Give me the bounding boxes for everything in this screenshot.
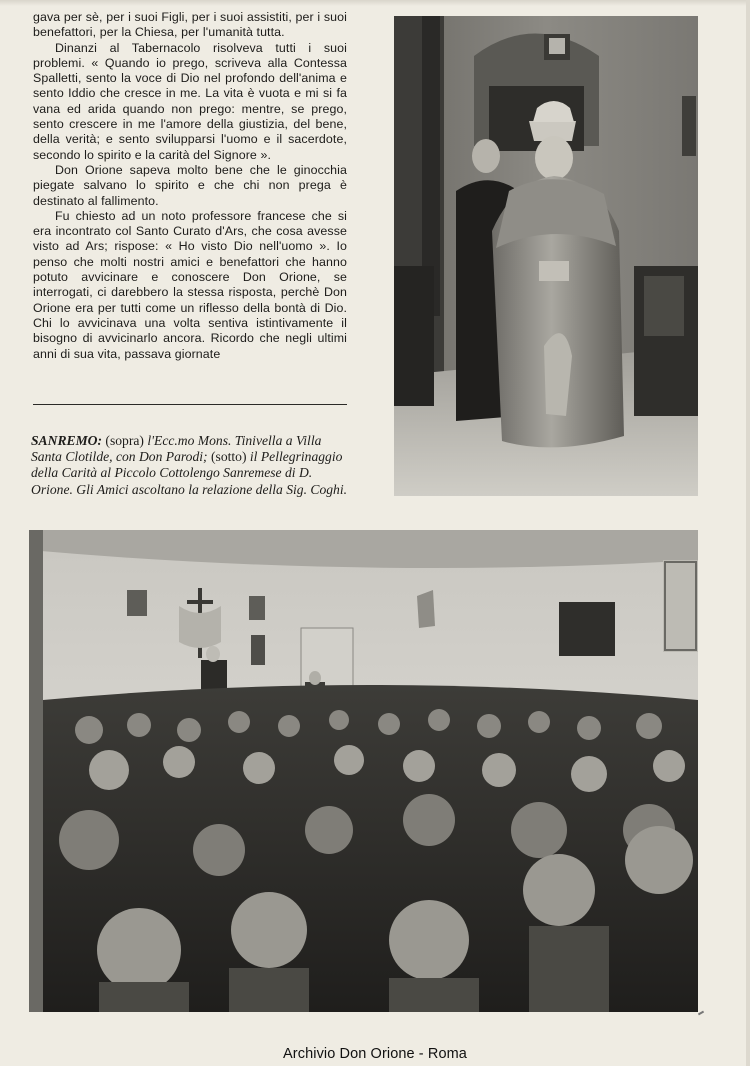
scan-edge-right — [746, 0, 750, 1066]
column-divider — [33, 404, 347, 405]
archive-credit: Archivio Don Orione - Roma — [283, 1046, 467, 1062]
article-paragraph: Dinanzi al Tabernacolo risolveva tutti i suoi problemi. « Quando io prego, scriveva alla Contessa Spalletti, sento la voce di Dio nel profondo dell'anima e sento Iddio che cresce in me. La vita è vuota e mi si fa vana ed arida quando non prego: mentre, se prego, sento crescere in me l'amore della giustizia, del bene, della verità; e sento svilupparsi l'uomo e il sacerdote, secondo lo spirito e la carità del Signore ». — [33, 40, 347, 162]
bishop-photo-image — [394, 16, 698, 496]
scan-edge — [0, 0, 750, 6]
caption-part-1: l'Ecc.mo Mons. Tinivella a Villa Santa Clotilde, con Don Parodi; — [31, 433, 322, 465]
caption-sotto-label: (sotto) — [211, 449, 247, 465]
article-paragraph: gava per sè, per i suoi Figli, per i suoi assistiti, per i suoi benefattori, per la Chiesa, per l'umanità tutta. — [33, 10, 347, 40]
photo-caption — [31, 433, 349, 498]
caption-place: SANREMO: — [31, 433, 103, 448]
hall-photo-image — [29, 530, 698, 1012]
scan-mark — [698, 1011, 704, 1016]
photo-pilgrimage-hall — [29, 530, 698, 1012]
article-paragraph: Don Orione sapeva molto bene che le ginocchia piegate salvano lo spirito e che chi non prega è destinato al fallimento. — [33, 162, 347, 208]
caption-sopra-label: (sopra) — [105, 433, 144, 448]
article-column — [33, 10, 347, 362]
caption-part-2: il Pellegrinaggio della Carità al Piccolo Cottolengo Sanremese di D. Orione. Gli Amici ascoltano la relazione della Sig. Coghi. — [31, 449, 348, 497]
article-paragraph: Fu chiesto ad un noto professore francese che si era incontrato col Santo Curato d'Ars, che cosa avesse visto ad Ars; rispose: « Ho visto Dio nell'uomo ». Io penso che molti nostri amici e benefattori che hanno potuto avvicinare e conoscere Don Orione, se interrogati, ci darebbero la stessa risposta, perchè Don Orione era per tutti come un riflesso della bontà di Dio. Chi lo avvicinava una volta sentiva istintivamente il bisogno di avvicinarlo ancora. Ricordo che negli ultimi anni di sua vita, passava giornate — [33, 208, 347, 361]
photo-bishop-villa — [394, 16, 698, 496]
